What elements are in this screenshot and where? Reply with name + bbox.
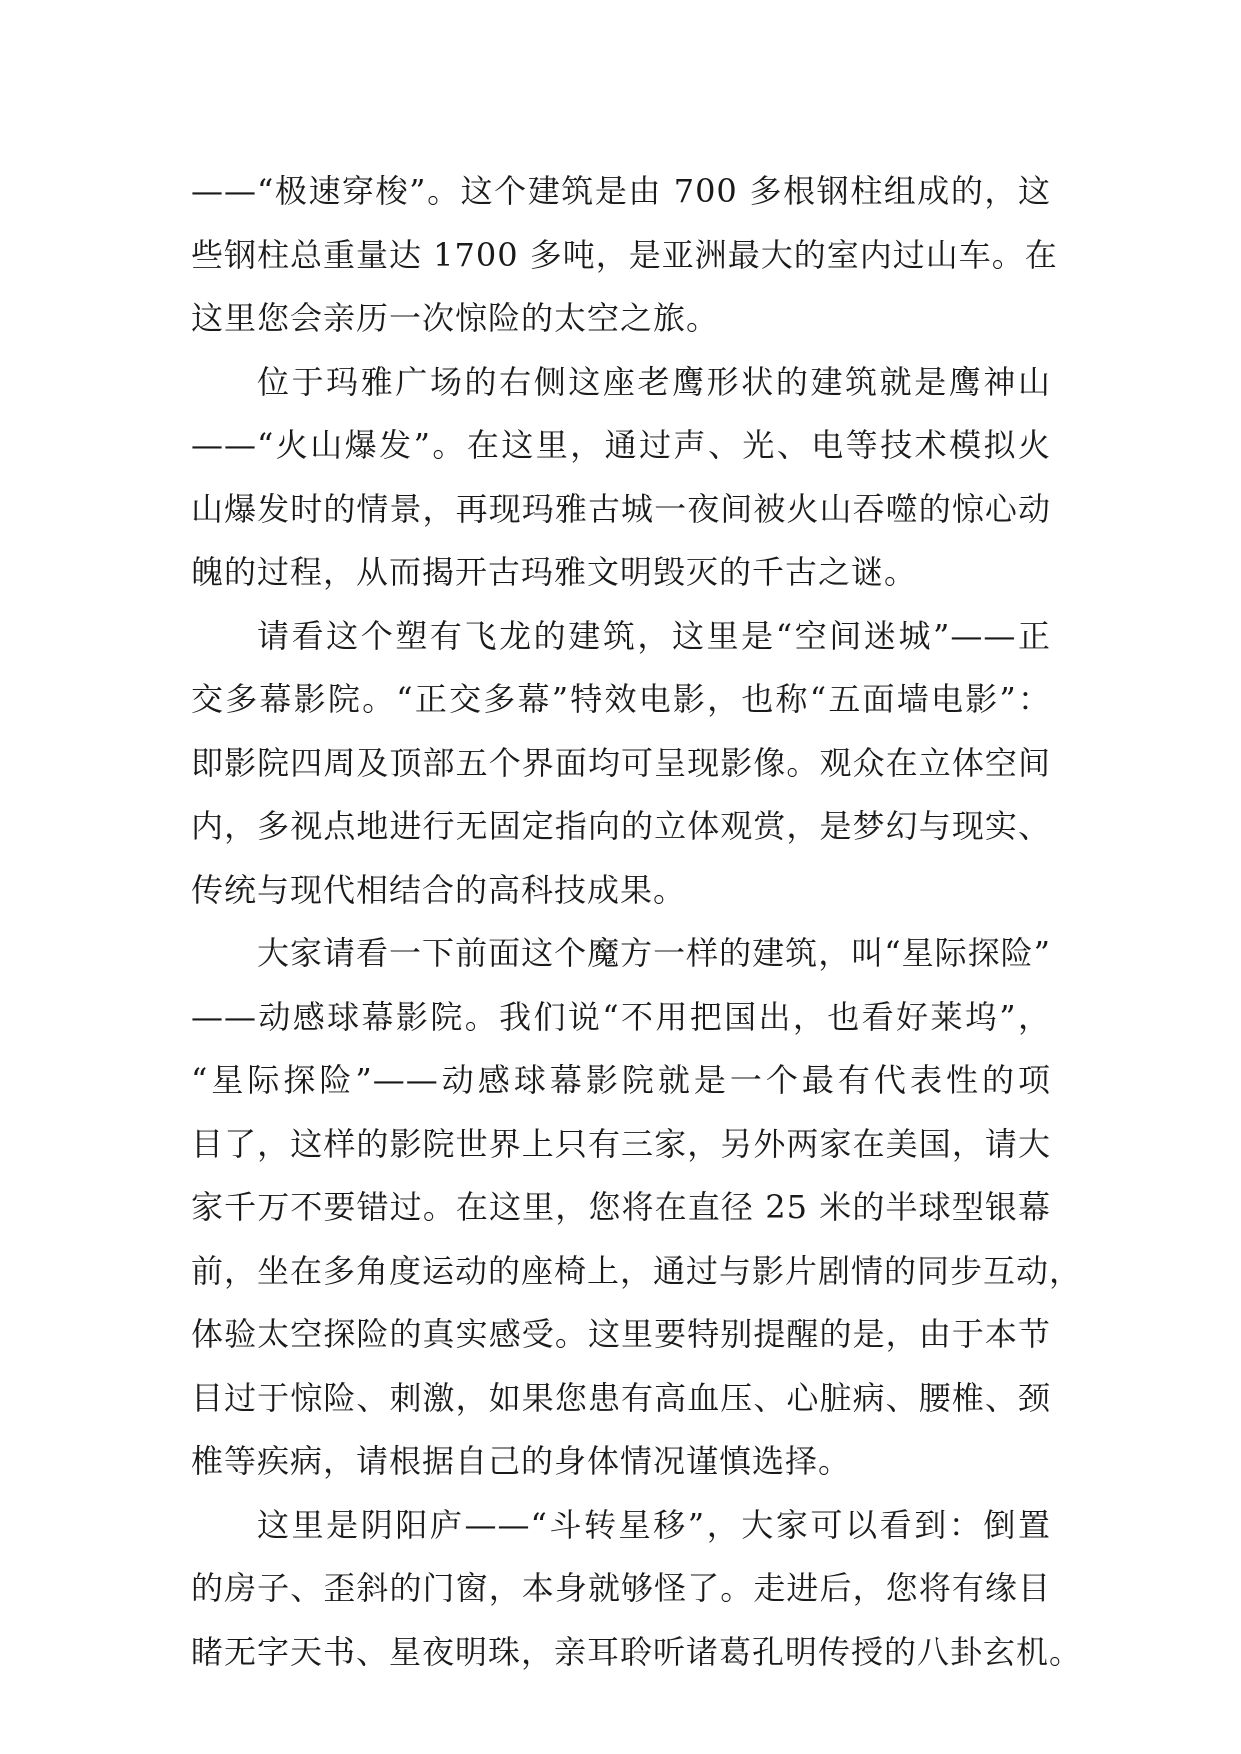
text-line: 体验太空探险的真实感受。这里要特别提醒的是，由于本节: [191, 1315, 1051, 1353]
text-line: 传统与现代相结合的高科技成果。: [191, 870, 687, 909]
paragraph-3: [191, 605, 1051, 923]
text-line: 些钢柱总重量达 1700 多吨，是亚洲最大的室内过山车。在: [191, 235, 1058, 274]
text-line: 山爆发时的情景，再现玛雅古城一夜间被火山吞噬的惊心动: [191, 489, 1051, 528]
text-line: 内，多视点地进行无固定指向的立体观赏，是梦幻与现实、: [191, 807, 1051, 845]
document-body: [191, 160, 1083, 1684]
text-line: 这里您会亲历一次惊险的太空之旅。: [191, 299, 720, 337]
text-line: 大家请看一下前面这个魔方一样的建筑，叫“星际探险”: [257, 934, 1051, 972]
text-line: 的房子、歪斜的门窗，本身就够怪了。走进后，您将有缘目: [191, 1569, 1051, 1607]
text-line: 这里是阴阳庐——“斗转星移”，大家可以看到：倒置: [257, 1505, 1051, 1544]
text-line: 目了，这样的影院世界上只有三家，另外两家在美国，请大: [191, 1124, 1051, 1163]
text-line: 家千万不要错过。在这里，您将在直径 25 米的半球型银幕: [191, 1188, 1051, 1226]
text-line: ——动感球幕影院。我们说“不用把国出，也看好莱坞”，: [191, 997, 1051, 1036]
text-line: 椎等疾病，请根据自己的身体情况谨慎选择。: [191, 1442, 852, 1480]
text-line: 位于玛雅广场的右侧这座老鹰形状的建筑就是鹰神山: [257, 362, 1051, 401]
text-line: 交多幕影院。“正交多幕”特效电影，也称“五面墙电影”：: [191, 680, 1051, 718]
text-line: ——“极速穿梭”。这个建筑是由 700 多根钢柱组成的，这: [191, 172, 1051, 210]
text-line: 请看这个塑有飞龙的建筑，这里是“空间迷城”——正: [257, 616, 1051, 655]
paragraph-1: [191, 160, 1058, 351]
text-line: 即影院四周及顶部五个界面均可呈现影像。观众在立体空间: [191, 743, 1051, 782]
text-line: 睹无字天书、星夜明珠，亲耳聆听诸葛孔明传授的八卦玄机。: [191, 1632, 1083, 1671]
text-line: ——“火山爆发”。在这里，通过声、光、电等技术模拟火: [191, 426, 1051, 464]
text-line: 前，坐在多角度运动的座椅上，通过与影片剧情的同步互动，: [191, 1251, 1083, 1290]
text-line: 魄的过程，从而揭开古玛雅文明毁灭的千古之谜。: [191, 553, 918, 591]
paragraph-5: [191, 1494, 1083, 1685]
text-line: “星际探险”——动感球幕影院就是一个最有代表性的项: [191, 1061, 1051, 1099]
text-line: 目过于惊险、刺激，如果您患有高血压、心脏病、腰椎、颈: [191, 1378, 1051, 1417]
paragraph-2: [191, 351, 1051, 605]
paragraph-4: [191, 922, 1083, 1494]
